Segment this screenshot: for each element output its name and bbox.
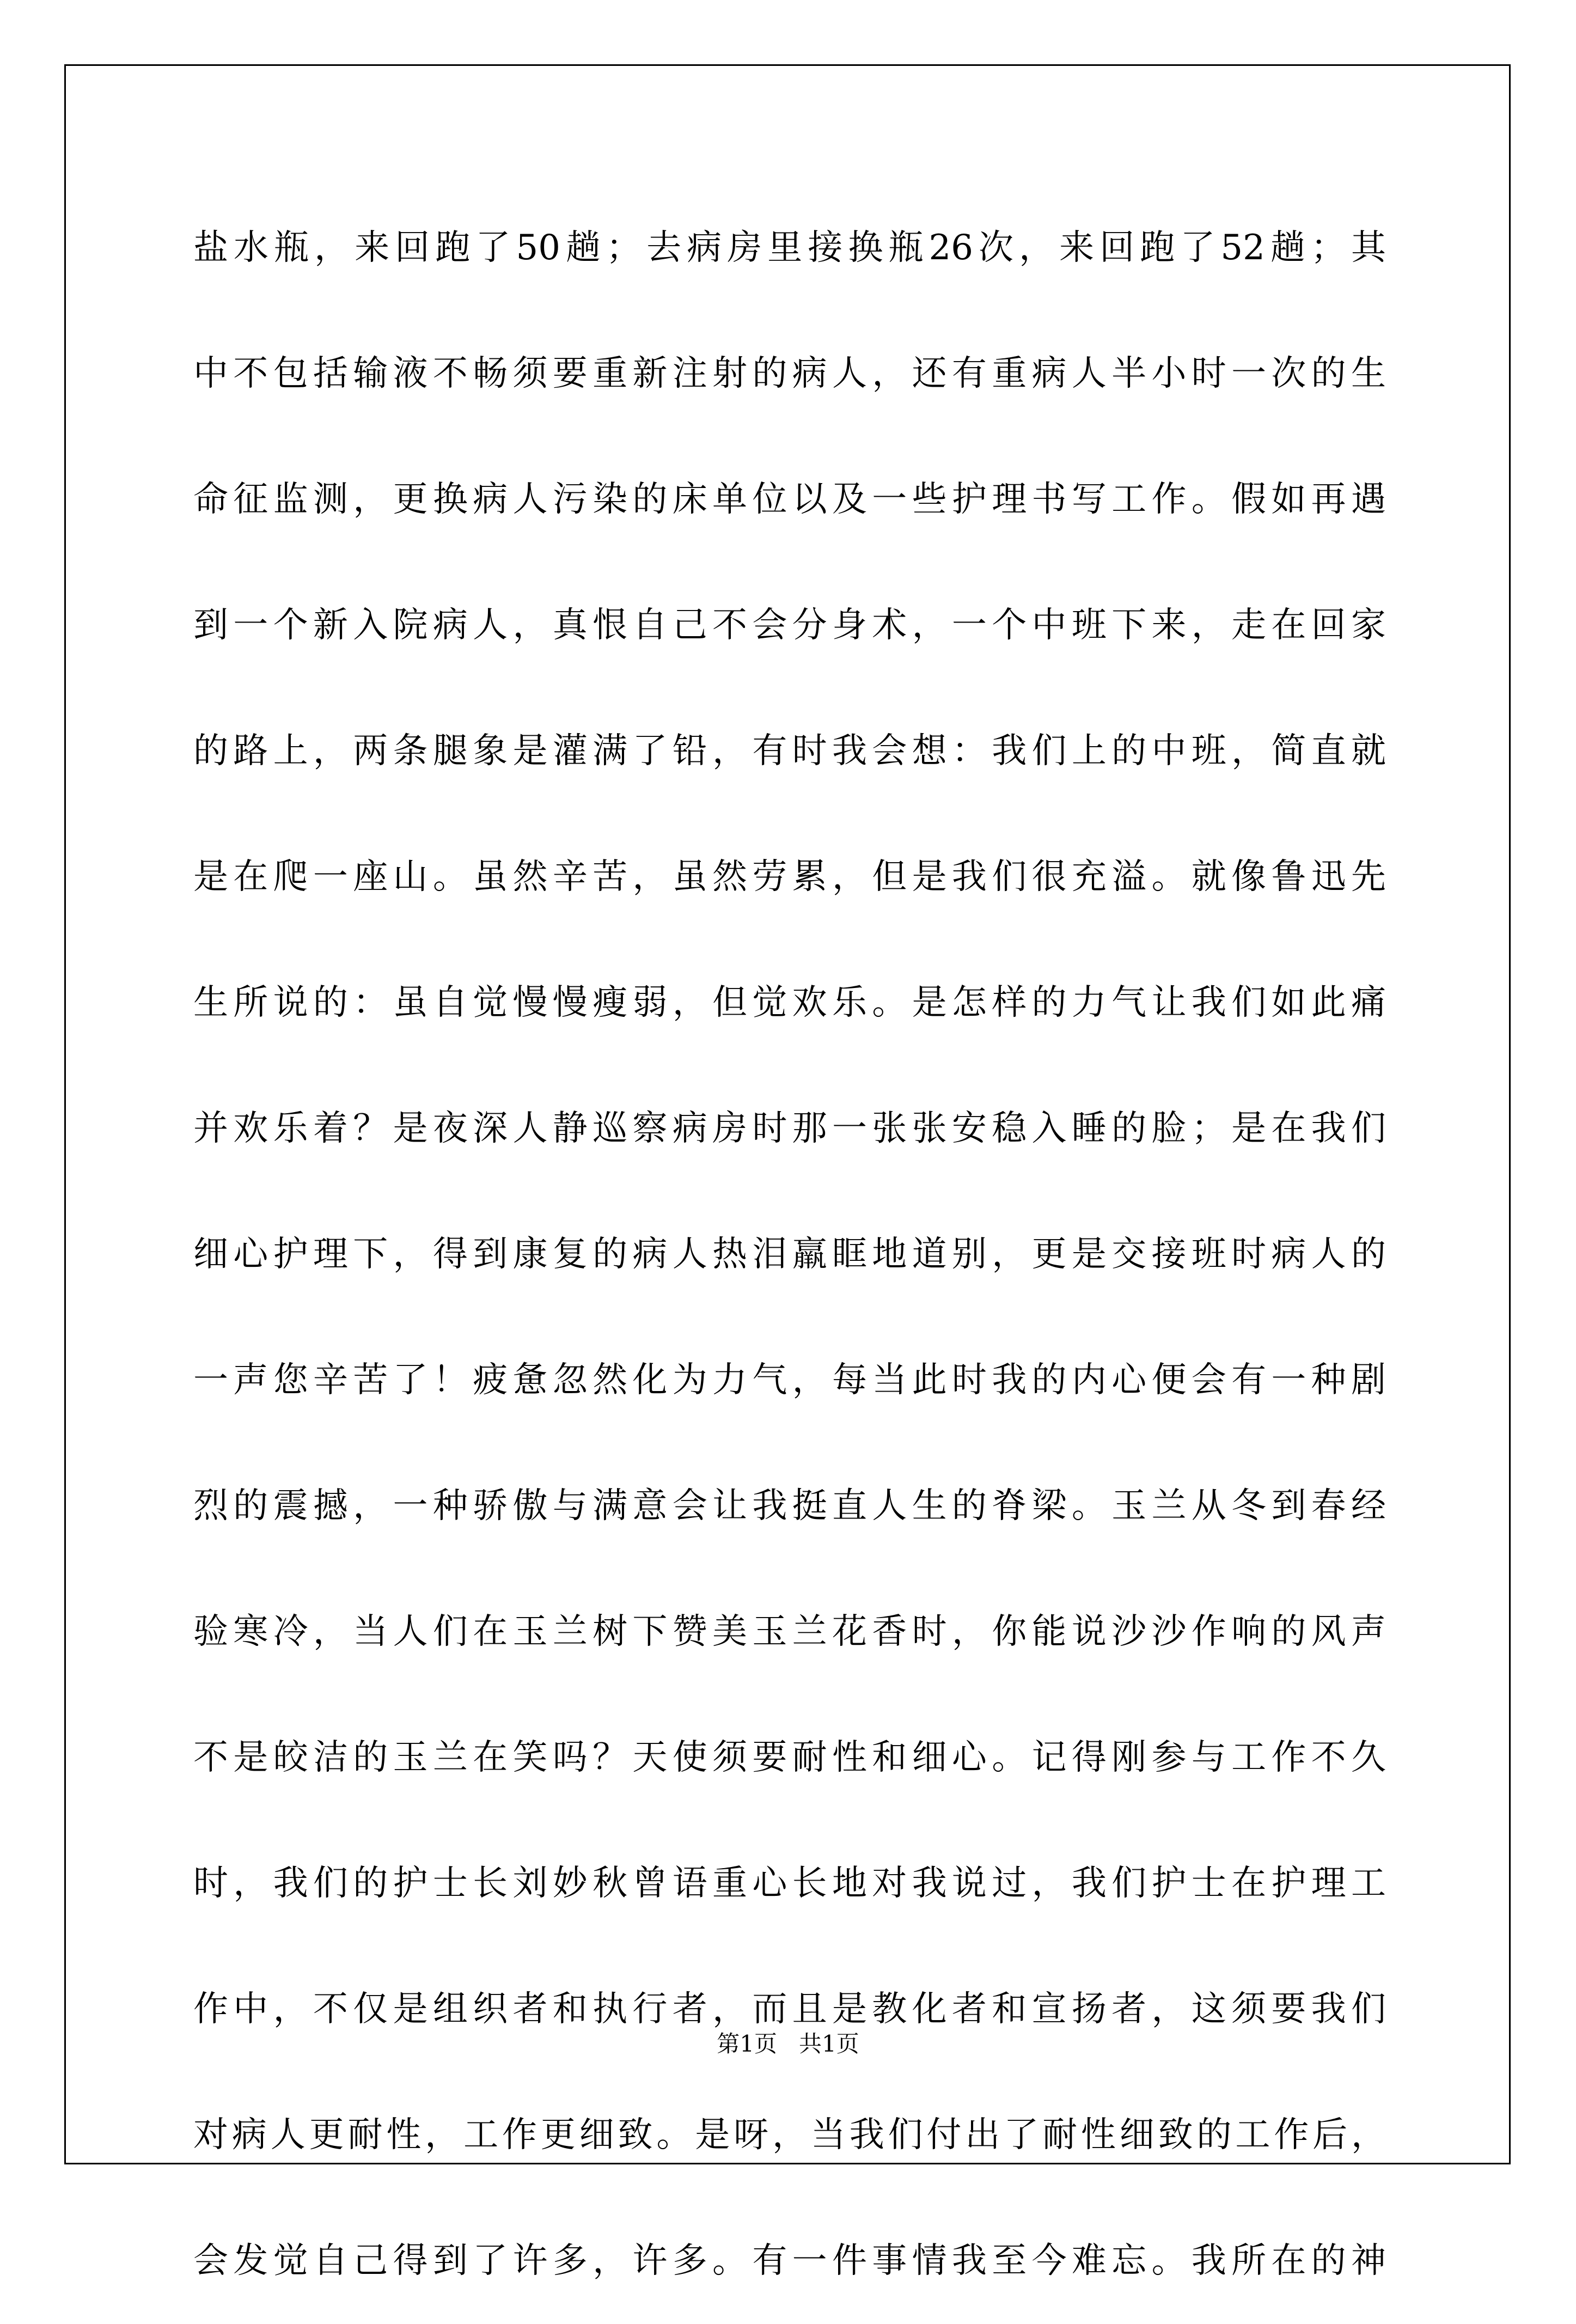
text-line: 会发觉自己得到了许多，许多。有一件事情我至今难忘。我所在的神 xyxy=(193,2241,1386,2281)
text-line: 中不包括输液不畅须要重新注射的病人，还有重病人半小时一次的生 xyxy=(193,353,1386,394)
text-line: 烈的震撼，一种骄傲与满意会让我挺直人生的脊梁。玉兰从冬到春经 xyxy=(193,1486,1386,1526)
text-line: 对病人更耐性，工作更细致。是呀，当我们付出了耐性细致的工作后， xyxy=(193,2115,1386,2155)
text-line: 不是皎洁的玉兰在笑吗？天使须要耐性和细心。记得刚参与工作不久 xyxy=(193,1737,1386,1778)
page-footer: 第1页 共1页 xyxy=(717,2030,859,2057)
text-line: 并欢乐着？是夜深人静巡察病房时那一张张安稳入睡的脸；是在我们 xyxy=(193,1108,1386,1149)
text-line: 作中，不仅是组织者和执行者，而且是教化者和宣扬者，这须要我们 xyxy=(193,1989,1386,2029)
text-line: 验寒冷，当人们在玉兰树下赞美玉兰花香时，你能说沙沙作响的风声 xyxy=(193,1612,1386,1652)
text-line: 的路上，两条腿象是灌满了铅，有时我会想：我们上的中班，简直就 xyxy=(193,731,1386,771)
text-line: 命征监测，更换病人污染的床单位以及一些护理书写工作。假如再遇 xyxy=(193,479,1386,520)
text-line: 盐水瓶，来回跑了50趟；去病房里接换瓶26次，来回跑了52趟；其 xyxy=(193,228,1386,268)
text-line: 到一个新入院病人，真恨自己不会分身术，一个中班下来，走在回家 xyxy=(193,605,1386,645)
document-body xyxy=(193,185,1386,2324)
text-line: 一声您辛苦了！疲惫忽然化为力气，每当此时我的内心便会有一种剧 xyxy=(193,1360,1386,1400)
text-line: 是在爬一座山。虽然辛苦，虽然劳累，但是我们很充溢。就像鲁迅先 xyxy=(193,857,1386,897)
text-line: 细心护理下，得到康复的病人热泪羸眶地道别，更是交接班时病人的 xyxy=(193,1234,1386,1274)
text-line: 时，我们的护士长刘妙秋曾语重心长地对我说过，我们护士在护理工 xyxy=(193,1863,1386,1904)
text-line: 生所说的：虽自觉慢慢瘦弱，但觉欢乐。是怎样的力气让我们如此痛 xyxy=(193,983,1386,1023)
